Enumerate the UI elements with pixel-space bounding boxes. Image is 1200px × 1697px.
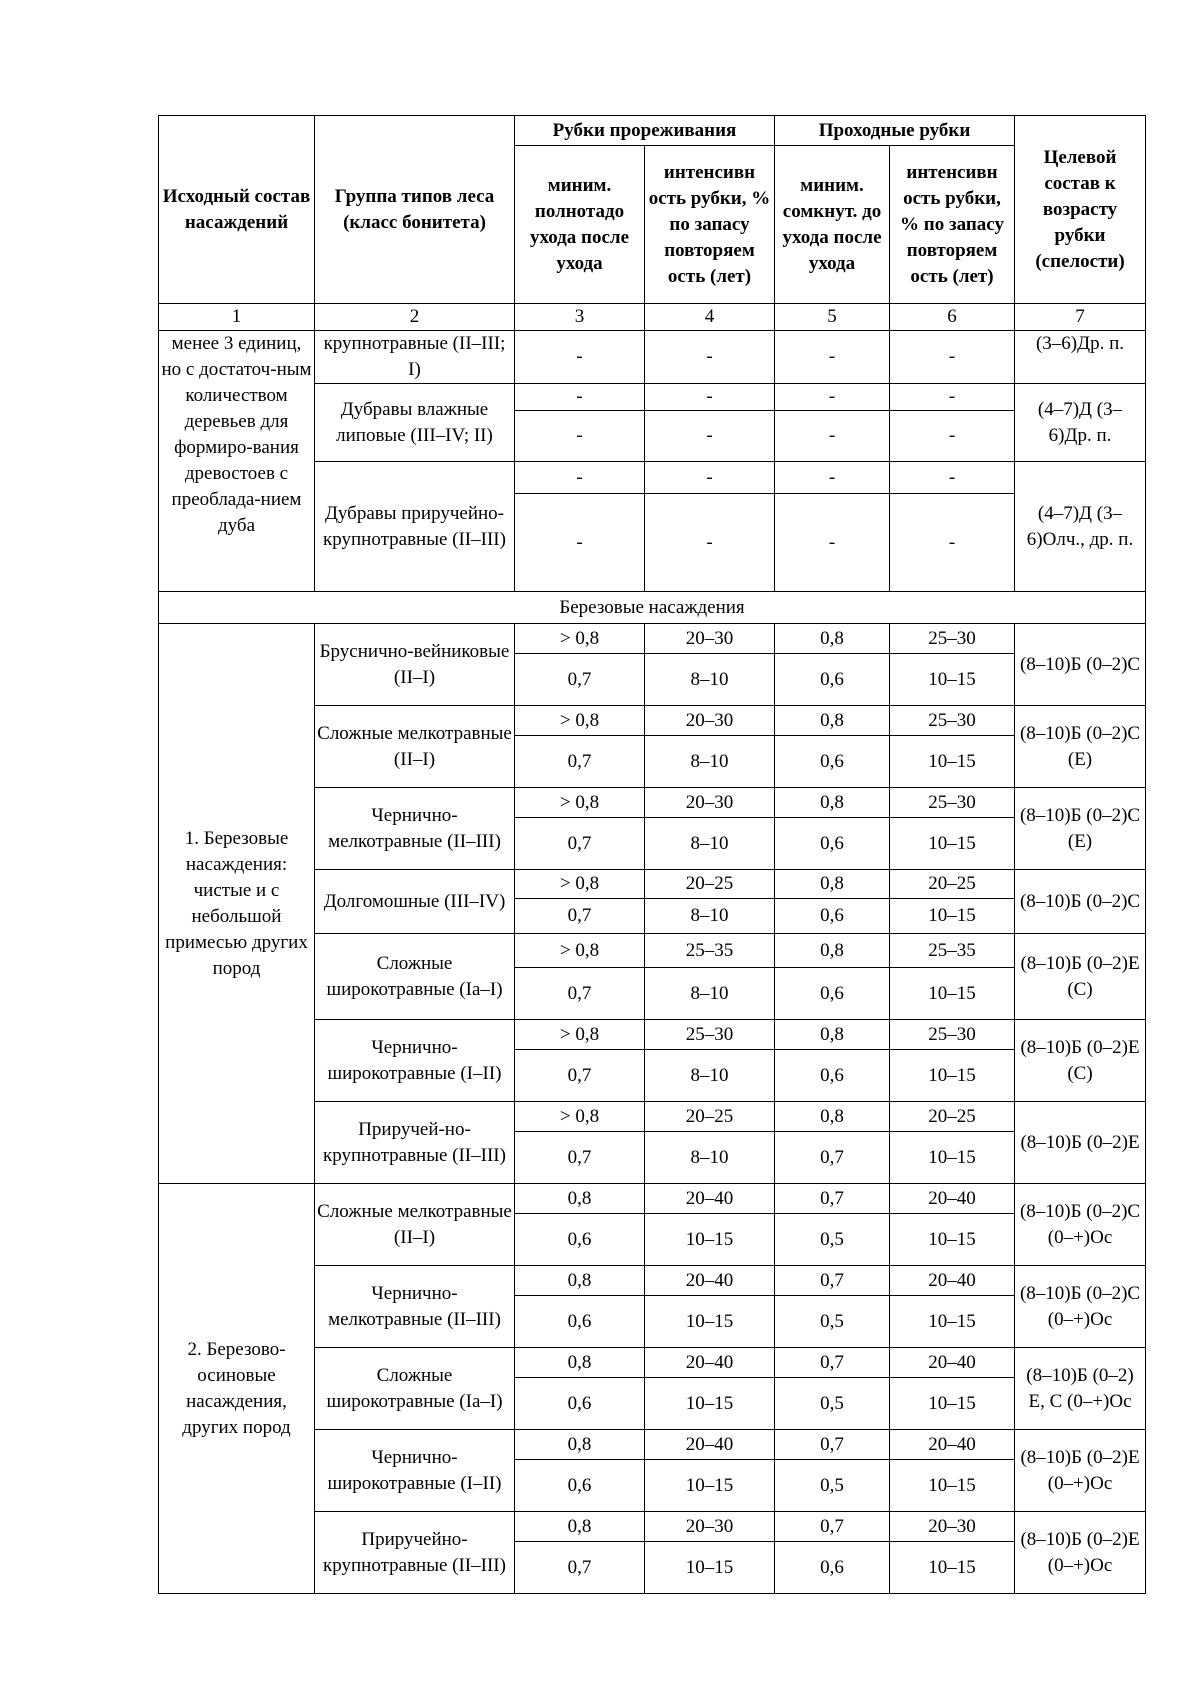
source-composition-cell: менее 3 единиц, но с достаточ-ным количеством деревьев для формиро-вания древостоев с преоблада-нием дуба — [159, 331, 315, 592]
passing-intensity-value: - — [890, 494, 1015, 592]
min-closure-value: 0,8 — [775, 706, 890, 736]
header-min-closure: миним. сомкнут. до ухода после ухода — [775, 146, 890, 304]
min-density-value: 0,6 — [515, 1214, 645, 1266]
passing-intensity-value: 10–15 — [890, 1132, 1015, 1184]
column-number: 3 — [515, 304, 645, 331]
passing-intensity-value: 10–15 — [890, 1460, 1015, 1512]
passing-intensity-value: 20–25 — [890, 1102, 1015, 1132]
thinning-intensity-value: 10–15 — [645, 1460, 775, 1512]
column-number-row — [159, 304, 1146, 331]
min-density-value: 0,7 — [515, 1542, 645, 1594]
forest-type-group-cell: Дубравы влажные липовые (III–IV; II) — [315, 384, 515, 462]
thinning-intensity-value: 25–35 — [645, 934, 775, 968]
min-density-value: 0,7 — [515, 736, 645, 788]
min-density-value: - — [515, 494, 645, 592]
min-closure-value: 0,5 — [775, 1214, 890, 1266]
min-closure-value: 0,5 — [775, 1460, 890, 1512]
passing-intensity-value: 10–15 — [890, 736, 1015, 788]
column-number: 6 — [890, 304, 1015, 331]
source-composition-cell: 1. Березовые насаждения: чистые и с небольшой примесью других пород — [159, 624, 315, 1184]
min-density-value: > 0,8 — [515, 1102, 645, 1132]
min-closure-value: 0,6 — [775, 968, 890, 1020]
thinning-intensity-value: - — [645, 331, 775, 384]
min-density-value: 0,6 — [515, 1378, 645, 1430]
forest-type-group-cell: Приручейно-крупнотравные (II–III) — [315, 1512, 515, 1594]
passing-intensity-value: - — [890, 384, 1015, 411]
thinning-intensity-value: - — [645, 411, 775, 462]
passing-intensity-value: 20–25 — [890, 870, 1015, 899]
thinning-intensity-value: 20–30 — [645, 624, 775, 654]
passing-intensity-value: 20–30 — [890, 1512, 1015, 1542]
target-composition-cell: (8–10)Б (0–2)Е (0–+)Ос — [1015, 1430, 1146, 1512]
forest-type-group-cell: Чернично-мелкотравные (II–III) — [315, 1266, 515, 1348]
min-density-value: 0,8 — [515, 1512, 645, 1542]
forest-type-group-cell: Сложные мелкотравные (II–I) — [315, 706, 515, 788]
forest-type-group-cell: Дубравы приручейно-крупнотравные (II–III) — [315, 462, 515, 592]
target-composition-cell: (8–10)Б (0–2)С — [1015, 624, 1146, 706]
min-closure-value: 0,6 — [775, 1542, 890, 1594]
passing-intensity-value: 25–30 — [890, 1020, 1015, 1050]
thinning-intensity-value: 10–15 — [645, 1378, 775, 1430]
thinning-intensity-value: 20–40 — [645, 1430, 775, 1460]
min-density-value: 0,8 — [515, 1348, 645, 1378]
passing-intensity-value: 10–15 — [890, 968, 1015, 1020]
passing-intensity-value: - — [890, 331, 1015, 384]
min-closure-value: 0,6 — [775, 1050, 890, 1102]
thinning-intensity-value: 20–40 — [645, 1266, 775, 1296]
forest-type-group-cell: Чернично-мелкотравные (II–III) — [315, 788, 515, 870]
thinning-intensity-value: 8–10 — [645, 654, 775, 706]
section-title-row — [159, 592, 1146, 624]
min-density-value: 0,8 — [515, 1266, 645, 1296]
min-density-value: 0,8 — [515, 1430, 645, 1460]
table-body — [159, 304, 1146, 1594]
min-density-value: 0,7 — [515, 818, 645, 870]
header-source-composition: Исходный состав насаждений — [159, 116, 315, 304]
header-min-density: миним. полнотадо ухода после ухода — [515, 146, 645, 304]
passing-intensity-value: 10–15 — [890, 1296, 1015, 1348]
target-composition-cell: (3–6)Др. п. — [1015, 331, 1146, 384]
min-closure-value: 0,5 — [775, 1296, 890, 1348]
forest-type-group-cell: Долгомошные (III–IV) — [315, 870, 515, 934]
min-density-value: 0,6 — [515, 1460, 645, 1512]
column-number: 1 — [159, 304, 315, 331]
min-closure-value: - — [775, 494, 890, 592]
forest-type-group-cell: Приручей-но-крупнотравные (II–III) — [315, 1102, 515, 1184]
target-composition-cell: (8–10)Б (0–2)С (0–+)Ос — [1015, 1266, 1146, 1348]
min-closure-value: 0,7 — [775, 1132, 890, 1184]
thinning-intensity-value: 20–30 — [645, 1512, 775, 1542]
min-closure-value: 0,6 — [775, 818, 890, 870]
table-row — [159, 331, 1146, 384]
min-closure-value: 0,8 — [775, 870, 890, 899]
min-closure-value: 0,8 — [775, 1102, 890, 1132]
thinning-intensity-value: 8–10 — [645, 736, 775, 788]
min-closure-value: 0,5 — [775, 1378, 890, 1430]
min-closure-value: 0,6 — [775, 654, 890, 706]
passing-intensity-value: 25–30 — [890, 706, 1015, 736]
forest-type-group-cell: Бруснично-вейниковые (II–I) — [315, 624, 515, 706]
header-thinning-intensity: интенсивн ость рубки, % по запасу повторяем ость (лет) — [645, 146, 775, 304]
min-density-value: 0,7 — [515, 654, 645, 706]
thinning-intensity-value: 20–25 — [645, 1102, 775, 1132]
thinning-intensity-value: 8–10 — [645, 968, 775, 1020]
target-composition-cell: (8–10)Б (0–2) Е, С (0–+)Ос — [1015, 1348, 1146, 1430]
section-title: Березовые насаждения — [159, 592, 1146, 624]
source-composition-cell: 2. Березово-осиновые насаждения, других пород — [159, 1184, 315, 1594]
passing-intensity-value: 10–15 — [890, 654, 1015, 706]
passing-intensity-value: 25–30 — [890, 788, 1015, 818]
min-closure-value: 0,6 — [775, 899, 890, 934]
thinning-intensity-value: 10–15 — [645, 1296, 775, 1348]
min-closure-value: 0,8 — [775, 624, 890, 654]
passing-intensity-value: 20–40 — [890, 1430, 1015, 1460]
min-density-value: 0,6 — [515, 1296, 645, 1348]
header-thinning-cuttings: Рубки прореживания — [515, 116, 775, 146]
passing-intensity-value: - — [890, 462, 1015, 494]
min-density-value: > 0,8 — [515, 870, 645, 899]
min-closure-value: 0,7 — [775, 1512, 890, 1542]
forest-type-group-cell: Сложные широкотравные (Ia–I) — [315, 1348, 515, 1430]
passing-intensity-value: 10–15 — [890, 1542, 1015, 1594]
passing-intensity-value: - — [890, 411, 1015, 462]
table-row — [159, 1184, 1146, 1214]
header-passing-cuttings: Проходные рубки — [775, 116, 1015, 146]
min-closure-value: 0,8 — [775, 1020, 890, 1050]
thinning-intensity-value: 8–10 — [645, 818, 775, 870]
column-number: 7 — [1015, 304, 1146, 331]
target-composition-cell: (8–10)Б (0–2)С (Е) — [1015, 706, 1146, 788]
min-closure-value: 0,8 — [775, 788, 890, 818]
passing-intensity-value: 10–15 — [890, 1214, 1015, 1266]
min-closure-value: 0,7 — [775, 1348, 890, 1378]
passing-intensity-value: 10–15 — [890, 1378, 1015, 1430]
forest-type-group-cell: крупнотравные (II–III; I) — [315, 331, 515, 384]
column-number: 2 — [315, 304, 515, 331]
passing-intensity-value: 10–15 — [890, 899, 1015, 934]
min-density-value: 0,7 — [515, 899, 645, 934]
thinning-intensity-value: - — [645, 384, 775, 411]
thinning-intensity-value: 8–10 — [645, 899, 775, 934]
thinning-intensity-value: 8–10 — [645, 1050, 775, 1102]
thinning-intensity-value: - — [645, 494, 775, 592]
passing-intensity-value: 10–15 — [890, 1050, 1015, 1102]
target-composition-cell: (8–10)Б (0–2)Е (0–+)Ос — [1015, 1512, 1146, 1594]
thinning-intensity-value: 25–30 — [645, 1020, 775, 1050]
target-composition-cell: (8–10)Б (0–2)С (Е) — [1015, 788, 1146, 870]
min-density-value: > 0,8 — [515, 1020, 645, 1050]
min-closure-value: 0,6 — [775, 736, 890, 788]
min-density-value: 0,7 — [515, 1132, 645, 1184]
min-density-value: > 0,8 — [515, 934, 645, 968]
target-composition-cell: (8–10)Б (0–2)Е (С) — [1015, 1020, 1146, 1102]
forest-type-group-cell: Чернично-широкотравные (I–II) — [315, 1430, 515, 1512]
min-density-value: 0,7 — [515, 968, 645, 1020]
min-density-value: > 0,8 — [515, 624, 645, 654]
min-closure-value: - — [775, 384, 890, 411]
min-density-value: - — [515, 331, 645, 384]
target-composition-cell: (8–10)Б (0–2)С (0–+)Ос — [1015, 1184, 1146, 1266]
min-closure-value: 0,8 — [775, 934, 890, 968]
thinning-intensity-value: - — [645, 462, 775, 494]
min-closure-value: - — [775, 462, 890, 494]
min-density-value: - — [515, 462, 645, 494]
forest-care-table — [158, 115, 1146, 1594]
thinning-intensity-value: 20–40 — [645, 1348, 775, 1378]
table-header — [159, 116, 1146, 304]
target-composition-cell: (4–7)Д (3–6)Др. п. — [1015, 384, 1146, 462]
min-closure-value: 0,7 — [775, 1430, 890, 1460]
thinning-intensity-value: 10–15 — [645, 1542, 775, 1594]
forest-type-group-cell: Сложные широкотравные (Ia–I) — [315, 934, 515, 1020]
min-closure-value: 0,7 — [775, 1184, 890, 1214]
thinning-intensity-value: 20–25 — [645, 870, 775, 899]
min-density-value: > 0,8 — [515, 788, 645, 818]
forest-type-group-cell: Сложные мелкотравные (II–I) — [315, 1184, 515, 1266]
header-forest-type-group: Группа типов леса (класс бонитета) — [315, 116, 515, 304]
min-density-value: - — [515, 384, 645, 411]
thinning-intensity-value: 20–30 — [645, 706, 775, 736]
thinning-intensity-value: 20–30 — [645, 788, 775, 818]
passing-intensity-value: 25–35 — [890, 934, 1015, 968]
passing-intensity-value: 20–40 — [890, 1348, 1015, 1378]
thinning-intensity-value: 8–10 — [645, 1132, 775, 1184]
min-density-value: > 0,8 — [515, 706, 645, 736]
min-closure-value: - — [775, 331, 890, 384]
min-density-value: 0,7 — [515, 1050, 645, 1102]
passing-intensity-value: 10–15 — [890, 818, 1015, 870]
thinning-intensity-value: 20–40 — [645, 1184, 775, 1214]
header-passing-intensity: интенсивн ость рубки, % по запасу повторяем ость (лет) — [890, 146, 1015, 304]
passing-intensity-value: 20–40 — [890, 1266, 1015, 1296]
forest-type-group-cell: Чернично-широкотравные (I–II) — [315, 1020, 515, 1102]
passing-intensity-value: 25–30 — [890, 624, 1015, 654]
header-target-composition: Целевой состав к возрасту рубки (спелости) — [1015, 116, 1146, 304]
target-composition-cell: (8–10)Б (0–2)Е (С) — [1015, 934, 1146, 1020]
table-row — [159, 624, 1146, 654]
min-closure-value: - — [775, 411, 890, 462]
min-density-value: - — [515, 411, 645, 462]
min-density-value: 0,8 — [515, 1184, 645, 1214]
passing-intensity-value: 20–40 — [890, 1184, 1015, 1214]
target-composition-cell: (8–10)Б (0–2)С — [1015, 870, 1146, 934]
column-number: 4 — [645, 304, 775, 331]
thinning-intensity-value: 10–15 — [645, 1214, 775, 1266]
target-composition-cell: (4–7)Д (3–6)Олч., др. п. — [1015, 462, 1146, 592]
min-closure-value: 0,7 — [775, 1266, 890, 1296]
column-number: 5 — [775, 304, 890, 331]
target-composition-cell: (8–10)Б (0–2)Е — [1015, 1102, 1146, 1184]
